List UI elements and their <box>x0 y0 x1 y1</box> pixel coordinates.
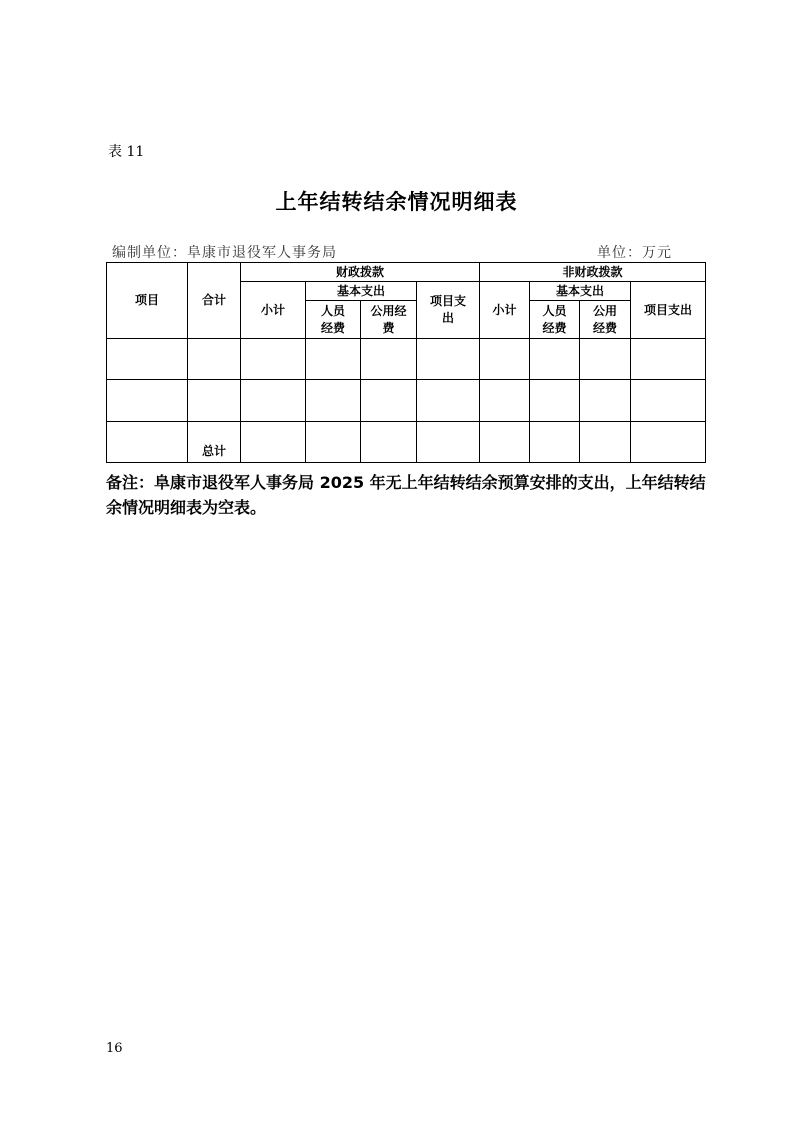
table-cell <box>361 380 417 422</box>
table-cell <box>530 339 580 380</box>
header-fiscal-subtotal: 小计 <box>241 282 306 339</box>
table-cell <box>241 380 306 422</box>
org-label: 编制单位：阜康市退役军人事务局 <box>112 245 337 261</box>
table-cell <box>241 422 306 463</box>
table-cell <box>530 380 580 422</box>
table-cell <box>631 380 706 422</box>
header-nonfiscal-public: 公用经费 <box>580 301 631 339</box>
remark-note: 备注：阜康市退役军人事务局 2025 年无上年结转结余预算安排的支出，上年结转结余情况明细表为空表。 <box>106 473 706 517</box>
table-cell <box>480 339 530 380</box>
page-title: 上年结转结余情况明细表 <box>275 190 518 214</box>
table-cell <box>361 422 417 463</box>
table-cell <box>580 422 631 463</box>
unit-label: 单位：万元 <box>597 245 672 261</box>
table-cell <box>631 422 706 463</box>
table-cell <box>107 422 188 463</box>
header-nonfiscal-subtotal: 小计 <box>480 282 530 339</box>
header-fiscal-basic: 基本支出 <box>306 282 417 301</box>
header-nonfiscal: 非财政拨款 <box>480 263 706 282</box>
total-row <box>107 422 706 463</box>
table-row <box>107 339 706 380</box>
table-cell <box>188 339 241 380</box>
table-cell <box>107 380 188 422</box>
page-number: 16 <box>106 1041 123 1056</box>
detail-table <box>106 262 706 463</box>
header-fiscal-personnel: 人员经费 <box>306 301 361 339</box>
table-cell <box>580 339 631 380</box>
table-cell <box>417 380 480 422</box>
table-cell <box>580 380 631 422</box>
table-cell <box>417 339 480 380</box>
table-cell <box>480 422 530 463</box>
header-fiscal-project: 项目支出 <box>417 282 480 339</box>
header-item: 项目 <box>107 263 188 339</box>
table-cell <box>361 339 417 380</box>
table-cell <box>530 422 580 463</box>
table-cell <box>241 339 306 380</box>
table-cell <box>480 380 530 422</box>
table-cell <box>417 422 480 463</box>
header-fiscal: 财政拨款 <box>241 263 480 282</box>
table-row <box>107 380 706 422</box>
header-total: 合计 <box>188 263 241 339</box>
table-number: 表 11 <box>108 144 145 160</box>
table-cell <box>306 380 361 422</box>
header-nonfiscal-personnel: 人员经费 <box>530 301 580 339</box>
total-label: 总计 <box>188 422 241 463</box>
header-fiscal-public: 公用经费 <box>361 301 417 339</box>
table-cell <box>107 339 188 380</box>
header-nonfiscal-basic: 基本支出 <box>530 282 631 301</box>
header-nonfiscal-project: 项目支出 <box>631 282 706 339</box>
table-cell <box>188 380 241 422</box>
table-cell <box>306 339 361 380</box>
table-cell <box>306 422 361 463</box>
table-cell <box>631 339 706 380</box>
